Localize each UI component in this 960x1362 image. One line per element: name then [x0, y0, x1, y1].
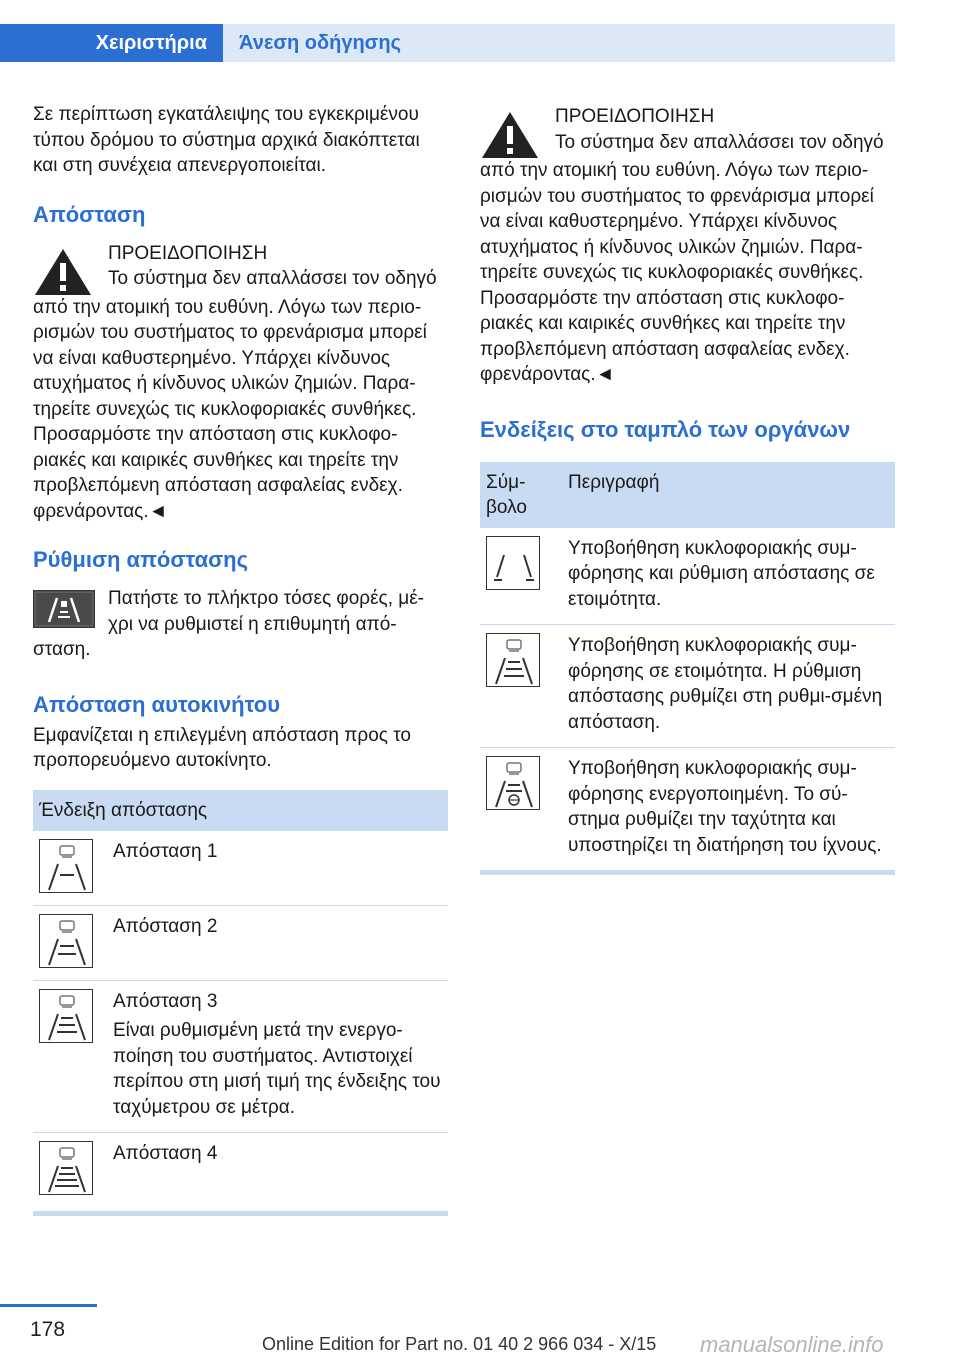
distance-table — [33, 790, 448, 1212]
page-number-rule — [0, 1304, 97, 1307]
warning-block — [480, 104, 895, 158]
setting-rest: σταση. — [33, 639, 91, 660]
row-note: Είναι ρυθμισμένη μετά την ενεργο-ποίηση του συστήματος. Αντιστοιχεί περίπου στη μισή τιμή της ένδειξης του ταχύμετρου σε μέτρα. — [113, 1020, 441, 1118]
heading-distance-setting: Ρύθμιση απόστασης — [33, 547, 249, 572]
col-description: Περιγραφή — [562, 462, 895, 528]
distance-button-icon — [33, 590, 95, 628]
indicator-table — [480, 462, 895, 871]
distance-1-icon — [39, 839, 93, 893]
edition-footer: Online Edition for Part no. 01 40 2 966 034 - X/15 — [262, 1334, 657, 1354]
setting-block — [33, 586, 448, 637]
warning-block — [33, 241, 448, 295]
traffic-assist-standby-icon — [486, 536, 540, 590]
distance-4-icon — [39, 1141, 93, 1195]
row-description: Υποβοήθηση κυκλοφοριακής συμ-φόρησης ενεργοποιημένη. Το σύ-στημα ρυθμίζει την ταχύτητα και υποστηρίζει τη διατήρηση του ίχνους. — [568, 758, 882, 856]
table-row — [33, 905, 448, 980]
warning-text: από την ατομική του ευθύνη. Λόγω των περιο-ρισμών του συστήματος το φρενάρισμα μπορεί να είναι καθυστερημένο. Υπάρχει κίνδυνος ατυχήματος ή κίνδυνος υλικών ζημιών. Παρα-τηρείτε συνεχώς τις κυκλοφοριακές συνθήκες. Προσαρμόστε την απόσταση στις κυκλοφο-ριακές και καιρικές συνθήκες και τηρείτε την προβλεπόμενη απόσταση ασφαλείας ενδεχ. φρενάροντας.◄ — [480, 160, 874, 385]
col-symbol: Σύμ-βολο — [480, 462, 562, 528]
row-description: Υποβοήθηση κυκλοφοριακής συμ-φόρησης και ρύθμιση απόστασης σε ετοιμότητα. — [562, 528, 895, 625]
distance-3-icon — [39, 989, 93, 1043]
row-label: Απόσταση 1 — [107, 831, 448, 906]
warning-line: Το σύστημα δεν απαλλάσσει τον οδηγό — [108, 268, 437, 289]
table-header: Ένδειξη απόστασης — [33, 790, 448, 831]
right-column — [480, 104, 895, 875]
watermark: manualsonline.info — [700, 1332, 884, 1357]
tab-controls[interactable]: Χειριστήρια — [0, 24, 223, 62]
table-bottom-bar — [480, 870, 895, 875]
warning-triangle-icon — [480, 110, 540, 160]
row-label: Απόσταση 2 — [107, 905, 448, 980]
row-description: Υποβοήθηση κυκλοφοριακής συμ-φόρησης σε ετοιμότητα. Η ρύθμιση απόστασης ρυθμίζει στη ρυθμι-σμένη απόσταση. — [562, 625, 895, 748]
table-row — [480, 528, 895, 625]
warning-title: ΠΡΟΕΙΔΟΠΟΙΗΣΗ — [555, 106, 715, 127]
distance-2-icon — [39, 914, 93, 968]
warning-line: Το σύστημα δεν απαλλάσσει τον οδηγό — [555, 131, 884, 153]
header-bar — [0, 0, 895, 62]
table-row — [33, 831, 448, 906]
table-row — [480, 625, 895, 748]
row-label: Απόσταση 3 — [113, 990, 218, 1012]
row-label: Απόσταση 4 — [113, 1143, 218, 1164]
table-row — [33, 1133, 448, 1212]
table-row — [33, 980, 448, 1133]
setting-line: Πατήστε το πλήκτρο τόσες φορές, μέ-χρι να ρυθμιστεί η επιθυμητή από- — [108, 588, 425, 635]
heading-distance: Απόσταση — [33, 201, 146, 227]
intro-paragraph: Σε περίπτωση εγκατάλειψης του εγκεκριμένου τύπου δρόμου το σύστημα αρχικά διακόπτεται και στη συνέχεια απενεργοποιείται. — [33, 104, 420, 176]
warning-title: ΠΡΟΕΙΔΟΠΟΙΗΣΗ — [108, 242, 268, 264]
left-column — [33, 102, 448, 1216]
tab-driving-comfort[interactable]: Άνεση οδήγησης — [223, 24, 895, 62]
page-number: 178 — [30, 1318, 66, 1341]
traffic-assist-distance-icon — [486, 633, 540, 687]
heading-vehicle-distance: Απόσταση αυτοκινήτου — [33, 691, 281, 717]
heading-indicators: Ενδείξεις στο ταμπλό των οργάνων — [480, 416, 851, 442]
traffic-assist-active-icon — [486, 756, 540, 810]
warning-triangle-icon — [33, 247, 93, 297]
vehicle-text: Εμφανίζεται η επιλεγμένη απόσταση προς το προπορευόμενο αυτοκίνητο. — [33, 724, 411, 771]
table-row — [480, 748, 895, 871]
warning-text: από την ατομική του ευθύνη. Λόγω των περιο-ρισμών του συστήματος το φρενάρισμα μπορεί να είναι καθυστερημένο. Υπάρχει κίνδυνος ατυχήματος ή κίνδυνος υλικών ζημιών. Παρα-τηρείτε συνεχώς τις κυκλοφοριακές συνθήκες. Προσαρμόστε την απόσταση στις κυκλοφο-ριακές και καιρικές συνθήκες και τηρείτε την προβλεπόμενη απόσταση ασφαλείας ενδεχ. φρενάροντας.◄ — [33, 296, 427, 522]
table-bottom-bar — [33, 1211, 448, 1216]
